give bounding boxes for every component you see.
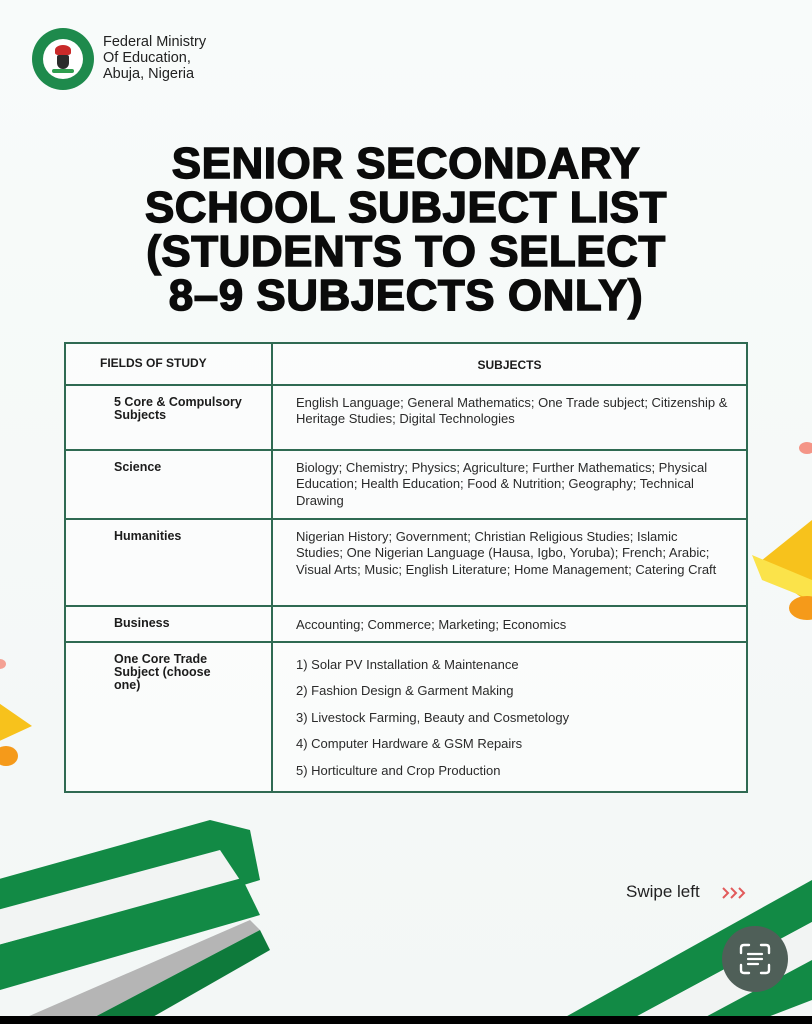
subject-table (64, 342, 748, 793)
page-title: SENIOR SECONDARY SCHOOL SUBJECT LIST (STUDENTS TO SELECT 8–9 SUBJECTS ONLY) (144, 139, 668, 320)
trade-option: 4) Computer Hardware & GSM Repairs (296, 736, 523, 751)
bottom-edge (0, 1016, 812, 1024)
ministry-name: Federal Ministry Of Education, Abuja, Nigeria (103, 34, 207, 82)
column-header-subjects: SUBJECTS (477, 358, 542, 372)
field-cell: One Core Trade Subject (choose one) (66, 643, 273, 791)
bell-icon (752, 440, 812, 640)
field-cell: Humanities (66, 520, 273, 605)
nigeria-flag-ribbon-left (0, 820, 300, 1018)
subjects-cell: Accounting; Commerce; Marketing; Economics (296, 616, 567, 632)
table-row (66, 607, 746, 643)
table-row (66, 643, 746, 791)
table-row (66, 386, 746, 451)
triple-chevron-right-icon (722, 886, 748, 900)
column-header-fields: FIELDS OF STUDY (66, 344, 273, 384)
table-row (66, 520, 746, 607)
trade-option: 3) Livestock Farming, Beauty and Cosmetology (296, 709, 570, 725)
bell-icon (0, 650, 40, 770)
eagle-icon (55, 45, 71, 55)
subjects-cell: Biology; Chemistry; Physics; Agriculture; Further Mathematics; Physical Education; Health Education; Food & Nutrition; Geography; Technical Drawing (296, 459, 708, 508)
field-cell: 5 Core & Compulsory Subjects (66, 386, 273, 449)
subjects-cell: English Language; General Mathematics; One Trade subject; Citizenship & Heritage Studies; Digital Technologies (296, 394, 728, 426)
table-header-row (66, 344, 746, 386)
subjects-cell: Nigerian History; Government; Christian Religious Studies; Islamic Studies; One Nigerian Language (Hausa, Igbo, Yoruba); French; Arabic; Visual Arts; Music; English Literature; Home Management; Catering Craft (296, 528, 717, 577)
trade-option: 1) Solar PV Installation & Maintenance (296, 656, 519, 672)
field-cell: Business (66, 607, 273, 641)
ministry-logo (32, 28, 94, 90)
table-row (66, 451, 746, 520)
trade-option: 2) Fashion Design & Garment Making (296, 683, 514, 698)
swipe-left-label: Swipe left (626, 882, 700, 901)
field-cell: Science (66, 451, 273, 518)
shield-icon (57, 55, 69, 69)
subjects-cell (273, 643, 746, 791)
trade-option: 5) Horticulture and Crop Production (296, 762, 501, 778)
text-scan-button[interactable] (722, 926, 788, 992)
text-scan-icon (738, 942, 772, 976)
